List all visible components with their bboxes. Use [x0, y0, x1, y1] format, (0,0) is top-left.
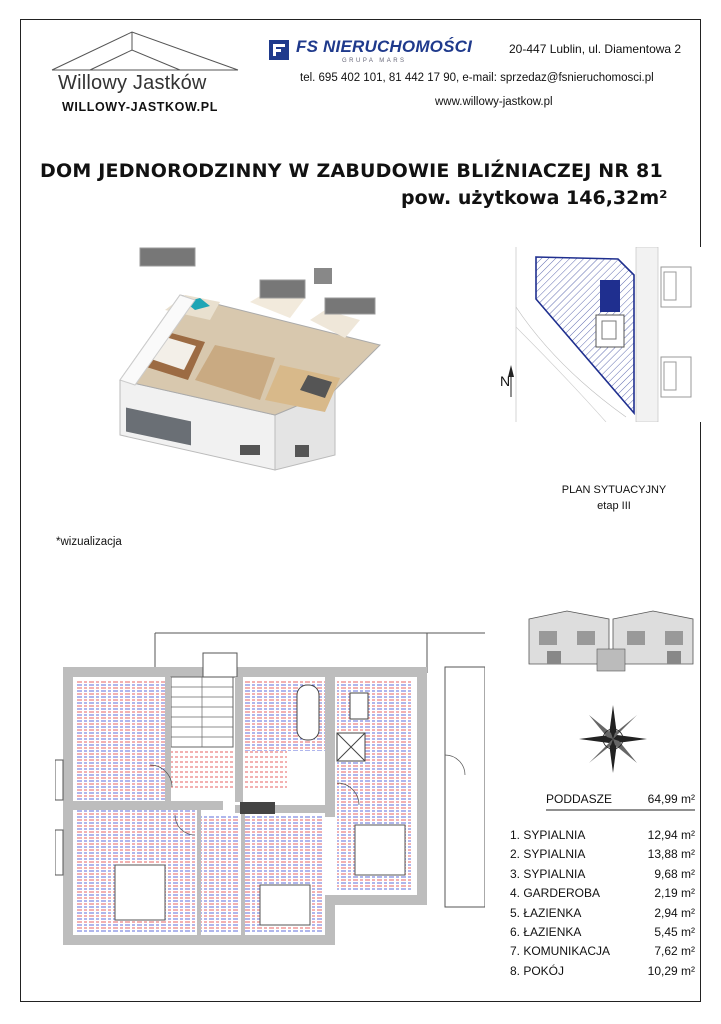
room-area: 12,94 m²	[647, 828, 695, 842]
compass-rose-icon	[577, 703, 649, 775]
house-visualization	[100, 240, 390, 485]
room-row	[510, 867, 695, 886]
logo-roof-icon	[50, 30, 240, 72]
company-name: FS NIERUCHOMOŚCI	[296, 37, 473, 56]
floor-area: 64,99 m²	[647, 792, 695, 806]
room-area: 10,29 m²	[647, 963, 695, 978]
room-row	[510, 906, 695, 925]
site-plan-label: PLAN SYTUACYJNY	[561, 484, 667, 496]
company-address: 20-447 Lublin, ul. Diamentowa 2	[509, 42, 682, 56]
room-label: 4. GARDEROBA	[510, 886, 601, 901]
facade-thumbnail	[527, 609, 695, 679]
company-contact[interactable]: tel. 695 402 101, 81 442 17 90, e-mail: sprzedaz@fsnieruchomosci.pl	[300, 72, 654, 84]
room-list	[510, 828, 695, 983]
room-row	[510, 944, 695, 963]
room-row	[510, 886, 695, 905]
room-area: 2,94 m²	[654, 905, 695, 920]
company-logo-icon	[269, 40, 289, 60]
site-plan	[496, 247, 701, 422]
company-website[interactable]: www.willowy-jastkow.pl	[435, 96, 553, 108]
company-sub: GRUPA MARS	[342, 58, 407, 64]
room-label: 8. POKÓJ	[510, 963, 565, 978]
room-label: 7. KOMUNIKACJA	[510, 944, 611, 959]
room-area: 2,19 m²	[654, 886, 695, 901]
room-area: 13,88 m²	[647, 847, 695, 862]
room-area: 7,62 m²	[654, 944, 695, 959]
table-divider	[546, 809, 695, 811]
room-row	[510, 964, 695, 983]
room-label: 6. ŁAZIENKA	[510, 924, 582, 939]
floor-plan	[55, 605, 485, 970]
logo-name: Willowy Jastków	[58, 72, 207, 94]
site-plan-stage: etap III	[597, 500, 631, 512]
room-label: 3. SYPIALNIA	[510, 866, 586, 881]
room-area: 9,68 m²	[654, 866, 695, 881]
room-label: 1. SYPIALNIA	[510, 828, 586, 842]
room-row	[510, 847, 695, 866]
room-label: 2. SYPIALNIA	[510, 847, 586, 862]
room-area: 5,45 m²	[654, 924, 695, 939]
room-label: 5. ŁAZIENKA	[510, 905, 582, 920]
visualization-note: *wizualizacja	[56, 536, 122, 548]
north-label: N	[500, 373, 511, 389]
usable-area: pow. użytkowa 146,32m²	[401, 187, 668, 209]
logo-url[interactable]: WILLOWY-JASTKOW.PL	[62, 100, 218, 114]
floor-name: PODDASZE	[546, 792, 613, 806]
room-row	[510, 828, 695, 847]
room-row	[510, 925, 695, 944]
house-title: DOM JEDNORODZINNY W ZABUDOWIE BLIŹNIACZEJ NR 81	[40, 160, 663, 182]
